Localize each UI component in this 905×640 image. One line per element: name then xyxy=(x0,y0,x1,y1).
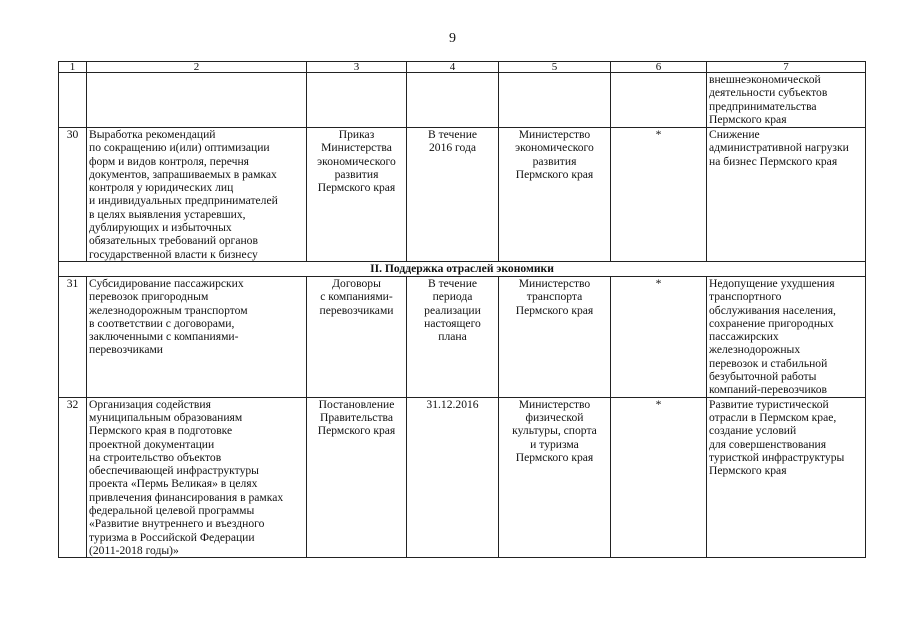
table-row xyxy=(59,276,866,397)
result-cell: внешнеэкономической деятельности субъектов предпринимательства Пермского края xyxy=(707,73,866,128)
document-cell: Приказ Министерства экономического развития Пермского края xyxy=(307,128,407,262)
column-header: 2 xyxy=(87,62,307,73)
measures-table xyxy=(58,61,866,558)
table-cell xyxy=(307,73,407,128)
column-header: 3 xyxy=(307,62,407,73)
column-header: 6 xyxy=(611,62,707,73)
page-number: 9 xyxy=(449,31,456,46)
table-cell xyxy=(59,73,87,128)
column-header: 1 xyxy=(59,62,87,73)
responsible-cell: Министерство транспорта Пермского края xyxy=(499,276,611,397)
section-title: II. Поддержка отраслей экономики xyxy=(59,261,866,276)
measure-cell: Субсидирование пассажирских перевозок пригородным железнодорожным транспортом в соответствии с договорами, заключенными с компаниями- перевозчиками xyxy=(87,276,307,397)
result-cell: Развитие туристической отрасли в Пермском крае, создание условий для совершенствования туристкой инфраструктуры Пермского края xyxy=(707,397,866,558)
document-cell: Договоры с компаниями- перевозчиками xyxy=(307,276,407,397)
continuation-row xyxy=(59,73,866,128)
marker-cell: * xyxy=(611,276,707,397)
result-cell: Недопущение ухудшения транспортного обслуживания населения, сохранение пригородных пассажирских железнодорожных перевозок и стабильной безубыточной работы компаний-перевозчиков xyxy=(707,276,866,397)
measure-cell: Выработка рекомендаций по сокращению и(или) оптимизации форм и видов контроля, перечня документов, запрашиваемых в рамках контроля у юридических лиц и индивидуальных предпринимателей в целях выявления устаревших, дублирующих и избыточных обязательных требований органов государственной власти к бизнесу xyxy=(87,128,307,262)
row-number: 32 xyxy=(59,397,87,558)
marker-cell: * xyxy=(611,397,707,558)
column-header: 5 xyxy=(499,62,611,73)
result-cell: Снижение административной нагрузки на бизнес Пермского края xyxy=(707,128,866,262)
deadline-cell: В течение 2016 года xyxy=(407,128,499,262)
column-header: 7 xyxy=(707,62,866,73)
deadline-cell: 31.12.2016 xyxy=(407,397,499,558)
section-row xyxy=(59,261,866,276)
measure-cell: Организация содействия муниципальным образованиям Пермского края в подготовке проектной документации на строительство объектов обеспечивающей инфраструктуры проекта «Пермь Великая» в целях привлечения финансирования в рамках федеральной целевой программы «Развитие внутреннего и въездного туризма в Российской Федерации (2011-2018 годы)» xyxy=(87,397,307,558)
responsible-cell: Министерство экономического развития Пермского края xyxy=(499,128,611,262)
document-cell: Постановление Правительства Пермского края xyxy=(307,397,407,558)
row-number: 30 xyxy=(59,128,87,262)
row-number: 31 xyxy=(59,276,87,397)
marker-cell: * xyxy=(611,128,707,262)
column-header: 4 xyxy=(407,62,499,73)
table-row xyxy=(59,397,866,558)
table-cell xyxy=(611,73,707,128)
table-cell xyxy=(407,73,499,128)
deadline-cell: В течение периода реализации настоящего плана xyxy=(407,276,499,397)
table-cell xyxy=(499,73,611,128)
header-row xyxy=(59,62,866,73)
table-row xyxy=(59,128,866,262)
table-cell xyxy=(87,73,307,128)
responsible-cell: Министерство физической культуры, спорта и туризма Пермского края xyxy=(499,397,611,558)
